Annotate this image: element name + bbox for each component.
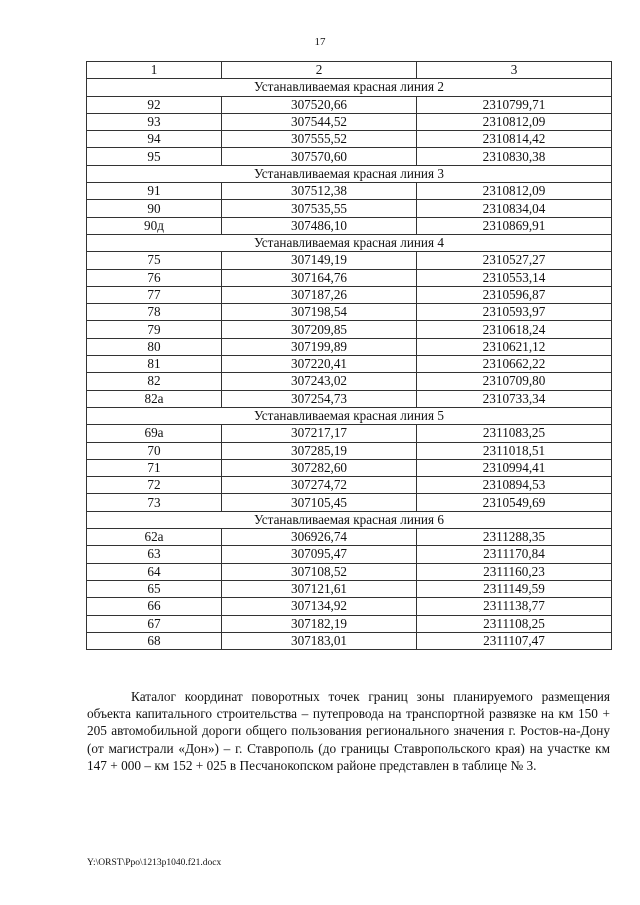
point-number-cell: 71 [87,459,222,476]
point-number-cell: 81 [87,356,222,373]
y-coordinate-cell: 2311083,25 [417,425,612,442]
table-row [87,563,612,580]
table-row [87,459,612,476]
y-coordinate-cell: 2310553,14 [417,269,612,286]
y-coordinate-cell: 2310527,27 [417,252,612,269]
x-coordinate-cell: 307220,41 [222,356,417,373]
catalog-paragraph: Каталог координат поворотных точек границ зоны планируемого размещения объекта капитального строительства – путепровода на транспортной развязке на км 150 + 205 автомобильной дороги общего пользования регионального значения г. Ростов-на-Дону (от магистрали «Дон») – г. Ставрополь (до границы Ставропольского края) на участке км 147 + 000 – км 152 + 025 в Песчанокопском районе представлен в таблице № 3. [87,689,610,773]
x-coordinate-cell: 307254,73 [222,390,417,407]
x-coordinate-cell: 307486,10 [222,217,417,234]
point-number-cell: 82 [87,373,222,390]
section-title-row [87,165,612,182]
table-row [87,96,612,113]
x-coordinate-cell: 307121,61 [222,580,417,597]
y-coordinate-cell: 2310618,24 [417,321,612,338]
x-coordinate-cell: 307182,19 [222,615,417,632]
table-row [87,477,612,494]
section-title: Устанавливаемая красная линия 2 [87,79,612,96]
table-header-row [87,62,612,79]
point-number-cell: 64 [87,563,222,580]
y-coordinate-cell: 2310662,22 [417,356,612,373]
y-coordinate-cell: 2311288,35 [417,529,612,546]
x-coordinate-cell: 307570,60 [222,148,417,165]
point-number-cell: 68 [87,632,222,649]
y-coordinate-cell: 2310733,34 [417,390,612,407]
table-row [87,131,612,148]
point-number-cell: 90 [87,200,222,217]
point-number-cell: 94 [87,131,222,148]
point-number-cell: 90д [87,217,222,234]
table-row [87,183,612,200]
y-coordinate-cell: 2310814,42 [417,131,612,148]
section-title-row [87,511,612,528]
x-coordinate-cell: 307209,85 [222,321,417,338]
point-number-cell: 69а [87,425,222,442]
x-coordinate-cell: 307535,55 [222,200,417,217]
section-title: Устанавливаемая красная линия 4 [87,234,612,251]
header-cell-1: 1 [87,62,222,79]
x-coordinate-cell: 307274,72 [222,477,417,494]
point-number-cell: 92 [87,96,222,113]
y-coordinate-cell: 2310621,12 [417,338,612,355]
x-coordinate-cell: 307183,01 [222,632,417,649]
table-row [87,390,612,407]
table-row [87,321,612,338]
x-coordinate-cell: 307199,89 [222,338,417,355]
point-number-cell: 91 [87,183,222,200]
y-coordinate-cell: 2310812,09 [417,183,612,200]
coordinates-table [86,61,612,650]
x-coordinate-cell: 307555,52 [222,131,417,148]
table-row [87,529,612,546]
table-row [87,373,612,390]
table-row [87,148,612,165]
x-coordinate-cell: 307149,19 [222,252,417,269]
table-row [87,356,612,373]
y-coordinate-cell: 2310593,97 [417,304,612,321]
point-number-cell: 67 [87,615,222,632]
table-row [87,338,612,355]
point-number-cell: 70 [87,442,222,459]
table-row [87,286,612,303]
y-coordinate-cell: 2311107,47 [417,632,612,649]
y-coordinate-cell: 2310894,53 [417,477,612,494]
y-coordinate-cell: 2310549,69 [417,494,612,511]
x-coordinate-cell: 307512,38 [222,183,417,200]
table-row [87,425,612,442]
y-coordinate-cell: 2310869,91 [417,217,612,234]
x-coordinate-cell: 307285,19 [222,442,417,459]
point-number-cell: 79 [87,321,222,338]
point-number-cell: 75 [87,252,222,269]
x-coordinate-cell: 306926,74 [222,529,417,546]
table-row [87,615,612,632]
y-coordinate-cell: 2311108,25 [417,615,612,632]
point-number-cell: 95 [87,148,222,165]
y-coordinate-cell: 2310834,04 [417,200,612,217]
point-number-cell: 93 [87,113,222,130]
x-coordinate-cell: 307164,76 [222,269,417,286]
x-coordinate-cell: 307243,02 [222,373,417,390]
y-coordinate-cell: 2310799,71 [417,96,612,113]
x-coordinate-cell: 307282,60 [222,459,417,476]
header-cell-3: 3 [417,62,612,79]
point-number-cell: 82а [87,390,222,407]
table-row [87,580,612,597]
y-coordinate-cell: 2310830,38 [417,148,612,165]
table-row [87,442,612,459]
point-number-cell: 78 [87,304,222,321]
table-row [87,217,612,234]
point-number-cell: 76 [87,269,222,286]
table-row [87,200,612,217]
y-coordinate-cell: 2310994,41 [417,459,612,476]
page-number: 17 [314,36,326,48]
x-coordinate-cell: 307544,52 [222,113,417,130]
y-coordinate-cell: 2311138,77 [417,598,612,615]
coordinates-table-body [87,62,612,650]
table-row [87,494,612,511]
x-coordinate-cell: 307095,47 [222,546,417,563]
x-coordinate-cell: 307134,92 [222,598,417,615]
section-title: Устанавливаемая красная линия 5 [87,407,612,424]
header-cell-2: 2 [222,62,417,79]
table-row [87,546,612,563]
y-coordinate-cell: 2311018,51 [417,442,612,459]
table-row [87,113,612,130]
section-title: Устанавливаемая красная линия 3 [87,165,612,182]
footer-file-path: Y:\ORST\Ppo\1213p1040.f21.docx [87,858,222,868]
table-row [87,598,612,615]
y-coordinate-cell: 2311160,23 [417,563,612,580]
point-number-cell: 62а [87,529,222,546]
x-coordinate-cell: 307520,66 [222,96,417,113]
point-number-cell: 65 [87,580,222,597]
section-title: Устанавливаемая красная линия 6 [87,511,612,528]
point-number-cell: 80 [87,338,222,355]
y-coordinate-cell: 2311149,59 [417,580,612,597]
point-number-cell: 63 [87,546,222,563]
section-title-row [87,407,612,424]
point-number-cell: 73 [87,494,222,511]
table-row [87,304,612,321]
table-row [87,252,612,269]
point-number-cell: 77 [87,286,222,303]
point-number-cell: 66 [87,598,222,615]
x-coordinate-cell: 307105,45 [222,494,417,511]
y-coordinate-cell: 2311170,84 [417,546,612,563]
y-coordinate-cell: 2310709,80 [417,373,612,390]
table-row [87,632,612,649]
x-coordinate-cell: 307217,17 [222,425,417,442]
x-coordinate-cell: 307187,26 [222,286,417,303]
y-coordinate-cell: 2310596,87 [417,286,612,303]
x-coordinate-cell: 307108,52 [222,563,417,580]
section-title-row [87,79,612,96]
y-coordinate-cell: 2310812,09 [417,113,612,130]
table-row [87,269,612,286]
section-title-row [87,234,612,251]
x-coordinate-cell: 307198,54 [222,304,417,321]
point-number-cell: 72 [87,477,222,494]
